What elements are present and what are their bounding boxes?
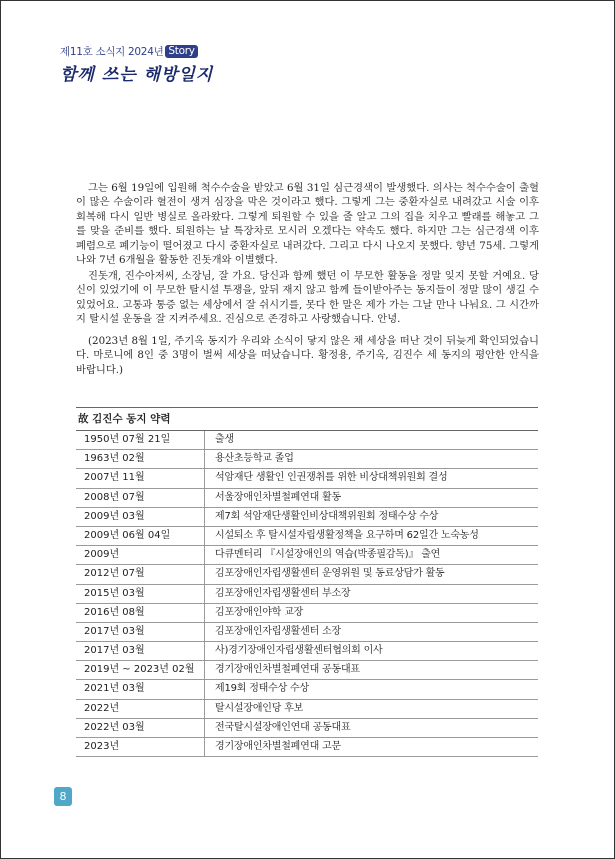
career-event: 김포장애인자립생활센터 부소장 bbox=[215, 587, 351, 599]
paragraph-3 bbox=[76, 334, 539, 377]
career-date: 2017년 03월 bbox=[76, 623, 205, 641]
career-row bbox=[76, 604, 538, 623]
career-date: 2023년 bbox=[76, 738, 205, 756]
career-date: 2008년 07월 bbox=[76, 489, 205, 507]
career-date: 2009년 03월 bbox=[76, 508, 205, 526]
paragraph-text: 진돗개, 진수아저씨, 소장님, 잘 가요. 당신과 함께 했던 이 무모한 활동을 정말 잊지 못할 거예요. 당신이 있었기에 이 무모한 탈시설 투쟁을, 앞뒤 재지 않고 함께 들이받아주는 동지들이 정말 많이 생길 수 있었어요. 고통과 통증 없는 세상에서 잘 쉬시기를, 못다 한 말은 제가 가는 그날 만나 나눠요. 그 시간까지 탈시설 운동을 잘 지켜주세요. 진심으로 존경하고 사랑했습니다. 안녕. bbox=[76, 270, 539, 326]
career-event: 경기장애인차별철폐연대 고문 bbox=[215, 741, 341, 752]
career-date: 2019년 ~ 2023년 02월 bbox=[76, 661, 205, 679]
career-date: 2012년 07월 bbox=[76, 565, 205, 583]
career-row bbox=[76, 585, 538, 604]
paragraph-text: (2023년 8월 1일, 주기옥 동지가 우리와 소식이 닿지 않은 채 세상을 떠난 것이 뒤늦게 확인되었습니다. 마로니에 8인 중 3명이 벌써 세상을 떠났습니다. 황정용, 주기옥, 김진수 세 동지의 평안한 안식을 바랍니다.) bbox=[76, 335, 539, 376]
career-rows bbox=[76, 431, 538, 757]
paragraph-1 bbox=[76, 181, 539, 267]
page-number: 8 bbox=[54, 787, 72, 806]
career-date: 2016년 08월 bbox=[76, 604, 205, 622]
career-date: 2009년 06월 04일 bbox=[76, 527, 205, 545]
career-date: 2009년 bbox=[76, 546, 205, 564]
story-badge: Story bbox=[165, 45, 197, 58]
issue-line bbox=[60, 44, 213, 59]
newsletter-header bbox=[60, 44, 213, 85]
career-row bbox=[76, 565, 538, 584]
career-row bbox=[76, 527, 538, 546]
career-table bbox=[76, 407, 538, 757]
career-row bbox=[76, 738, 538, 757]
career-row bbox=[76, 546, 538, 565]
paragraph-text: 그는 6월 19일에 입원해 척수수술을 받았고 6월 31일 심근경색이 발생했다. 의사는 척수수술이 출혈이 많은 수술이라 혈전이 생겨 심장을 막은 것이라고 했다. 그렇게 그는 중환자실로 내려갔고 시술 이후 회복해 다시 일반 병실로 올라왔다. 그렇게 퇴원할 수 있을 줄 알고 그의 집을 치우고 빨래를 해놓고 그를 맞을 준비를 했다. 퇴원하는 날 특장차로 모시러 오겠다는 약속도 했다. 하지만 그는 심근경색 이후 폐렴으로 폐기능이 떨어졌고 다시 중환자실로 내려갔다. 그리고 다시 나오지 못했다. 향년 75세. 그렇게 나와 7년 6개월을 활동한 진돗개와 이별했다. bbox=[76, 182, 539, 267]
career-event: 경기장애인차별철폐연대 공동대표 bbox=[215, 664, 360, 676]
career-row bbox=[76, 489, 538, 508]
career-row bbox=[76, 661, 538, 680]
career-row bbox=[76, 469, 538, 488]
career-date: 2017년 03월 bbox=[76, 642, 205, 660]
career-event: 다큐멘터리 『시설장애인의 역습(박종필감독)』 출연 bbox=[215, 549, 441, 561]
career-row bbox=[76, 431, 538, 450]
career-date: 2015년 03월 bbox=[76, 585, 205, 603]
career-row bbox=[76, 719, 538, 738]
career-event: 서울장애인차별철폐연대 활동 bbox=[215, 491, 341, 503]
career-row bbox=[76, 450, 538, 469]
career-event: 석암재단 생활인 인권쟁취를 위한 비상대책위원회 결성 bbox=[215, 472, 448, 484]
issue-label: 제11호 소식지 2024년 bbox=[60, 46, 164, 58]
career-title: 故 김진수 동지 약력 bbox=[76, 407, 538, 431]
career-date: 1963년 02월 bbox=[76, 450, 205, 468]
career-row bbox=[76, 623, 538, 642]
career-event: 제7회 석암재단생활인비상대책위원회 정태수상 수상 bbox=[215, 510, 439, 522]
career-event: 탈시설장애인당 후보 bbox=[215, 702, 304, 714]
career-event: 김포장애인자립생활센터 소장 bbox=[215, 625, 341, 637]
career-row bbox=[76, 508, 538, 527]
career-event: 김포장애인야학 교장 bbox=[215, 606, 304, 618]
career-date: 2022년 03월 bbox=[76, 719, 205, 737]
career-event: 사)경기장애인자립생활센터협의회 이사 bbox=[215, 645, 383, 657]
career-row bbox=[76, 680, 538, 699]
career-row bbox=[76, 642, 538, 661]
career-event: 제19회 정태수상 수상 bbox=[215, 683, 309, 695]
paragraph-2 bbox=[76, 269, 539, 327]
career-row bbox=[76, 700, 538, 719]
career-event: 김포장애인자립생활센터 운영위원 및 동료상담가 활동 bbox=[215, 568, 445, 580]
career-date: 2021년 03월 bbox=[76, 680, 205, 698]
career-date: 2022년 bbox=[76, 700, 205, 718]
career-event: 시설퇴소 후 탈시설자립생활정책을 요구하며 62일간 노숙농성 bbox=[215, 529, 479, 541]
career-event: 전국탈시설장애인연대 공동대표 bbox=[215, 721, 351, 733]
career-date: 2007년 11월 bbox=[76, 469, 205, 487]
career-event: 용산초등학교 졸업 bbox=[215, 453, 294, 465]
brand-title: 함께 쓰는 해방일지 bbox=[60, 65, 214, 85]
career-event: 출생 bbox=[215, 434, 234, 445]
career-date: 1950년 07월 21일 bbox=[76, 431, 205, 449]
